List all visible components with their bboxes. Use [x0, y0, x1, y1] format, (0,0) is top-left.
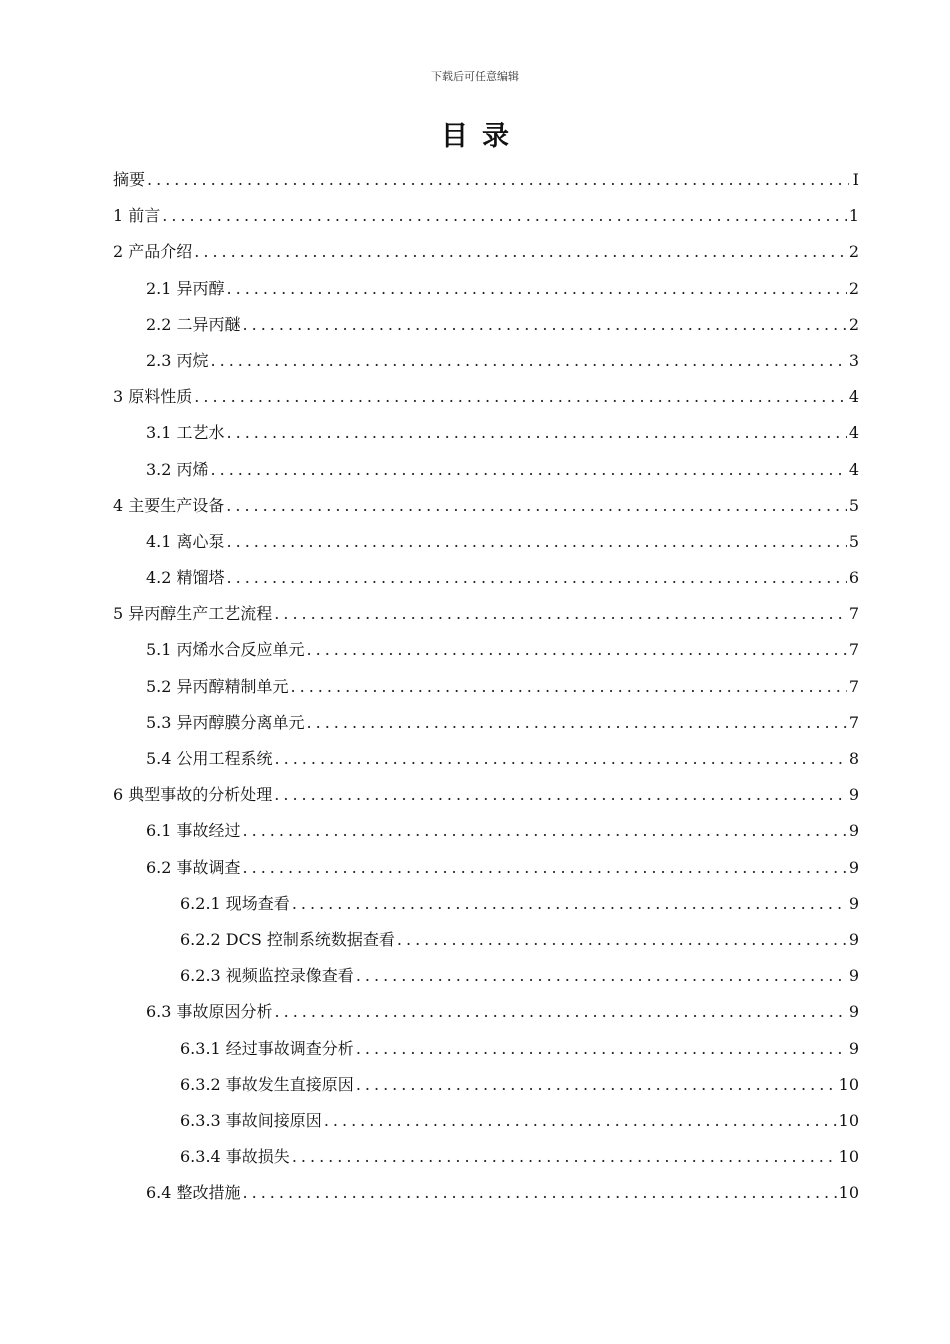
toc-entry-label: 4 主要生产设备	[113, 495, 225, 515]
toc-entry-label: 4.2 精馏塔	[146, 568, 225, 588]
toc-entry[interactable]	[113, 673, 859, 709]
toc-entry-page-number: 9	[848, 929, 859, 949]
toc-entry-label: 摘要	[113, 170, 146, 189]
toc-dot-leader	[243, 311, 847, 339]
toc-entry[interactable]	[113, 492, 859, 528]
toc-entry[interactable]	[113, 1143, 859, 1179]
toc-entry-page-number: 5	[848, 531, 859, 551]
toc-entry[interactable]	[113, 1179, 859, 1215]
toc-entry-page-number: 8	[848, 749, 859, 768]
toc-entry[interactable]	[113, 456, 859, 492]
toc-entry[interactable]	[113, 383, 859, 419]
toc-dot-leader	[227, 528, 847, 556]
toc-entry-label: 2.3 丙烷	[146, 350, 209, 370]
toc-dot-leader	[291, 673, 847, 701]
toc-entry-label: 6.3 事故原因分析	[146, 1002, 273, 1022]
toc-entry-page-number: 9	[848, 857, 859, 877]
toc-entry[interactable]	[113, 419, 859, 455]
toc-dot-leader	[243, 1179, 837, 1207]
toc-entry-page-number: 6	[848, 568, 859, 588]
toc-entry-label: 6.2 事故调查	[146, 857, 241, 877]
toc-dot-leader	[397, 926, 847, 954]
toc-entry-page-number: 9	[848, 966, 859, 986]
toc-dot-leader	[194, 383, 847, 411]
toc-entry-page-number: 7	[848, 712, 859, 732]
toc-entry-page-number: 10	[838, 1110, 859, 1130]
toc-dot-leader	[211, 347, 847, 375]
toc-entry[interactable]	[113, 781, 859, 817]
toc-dot-leader	[356, 1071, 837, 1099]
toc-dot-leader	[227, 275, 847, 303]
toc-entry-label: 6 典型事故的分析处理	[113, 785, 273, 805]
toc-entry-label: 3.2 丙烯	[146, 459, 209, 479]
toc-entry-page-number: 9	[848, 1038, 859, 1058]
toc-dot-leader	[226, 492, 847, 520]
toc-entry-label: 6.3.2 事故发生直接原因	[180, 1074, 354, 1094]
toc-dot-leader	[356, 1035, 847, 1063]
toc-entry-label: 5.4 公用工程系统	[146, 749, 273, 768]
toc-entry-label: 5.1 丙烯水合反应单元	[146, 640, 305, 660]
toc-entry-page-number: 3	[848, 350, 859, 370]
toc-dot-leader	[227, 564, 847, 592]
toc-entry-page-number: 4	[848, 459, 859, 479]
toc-entry-page-number: 9	[848, 1002, 859, 1022]
toc-entry-label: 6.2.2 DCS 控制系统数据查看	[180, 929, 395, 949]
toc-dot-leader	[162, 202, 847, 230]
toc-entry-page-number: 2	[848, 278, 859, 298]
toc-dot-leader	[194, 238, 847, 266]
toc-entry[interactable]	[113, 1071, 859, 1107]
toc-entry[interactable]	[113, 745, 859, 781]
toc-entry-page-number: 2	[848, 242, 859, 262]
toc-title: 目录	[441, 121, 523, 152]
toc-entry-page-number: 7	[848, 640, 859, 660]
toc-dot-leader	[227, 419, 847, 447]
toc-entry-page-number: 9	[848, 785, 859, 805]
toc-dot-leader	[292, 890, 847, 918]
toc-entry-label: 6.3.3 事故间接原因	[180, 1110, 322, 1130]
toc-entry-label: 5.3 异丙醇膜分离单元	[146, 712, 305, 732]
toc-entry[interactable]	[113, 311, 859, 347]
toc-entry[interactable]	[113, 817, 859, 853]
toc-entry-label: 6.4 整改措施	[146, 1183, 241, 1203]
toc-entry-label: 1 前言	[113, 206, 161, 226]
toc-entry-page-number: 9	[848, 893, 859, 913]
toc-dot-leader	[147, 166, 849, 194]
toc-entry-label: 2.2 二异丙醚	[146, 314, 241, 334]
toc-dot-leader	[307, 636, 847, 664]
toc-entry-label: 6.2.1 现场查看	[180, 893, 290, 913]
toc-entry-page-number: 10	[838, 1183, 859, 1203]
toc-dot-leader	[243, 854, 847, 882]
toc-entry[interactable]	[113, 709, 859, 745]
toc-entry-label: 3.1 工艺水	[146, 423, 225, 443]
toc-entry-page-number: I	[852, 170, 859, 189]
toc-entry-label: 4.1 离心泵	[146, 531, 225, 551]
header-note: 下载后可任意编辑	[431, 70, 519, 83]
toc-entry[interactable]	[113, 1107, 859, 1143]
toc-entry[interactable]	[113, 166, 859, 202]
toc-entry[interactable]	[113, 962, 859, 998]
toc-entry[interactable]	[113, 1035, 859, 1071]
toc-entry-page-number: 10	[838, 1074, 859, 1094]
toc-entry[interactable]	[113, 926, 859, 962]
toc-entry-label: 5 异丙醇生产工艺流程	[113, 604, 273, 624]
toc-entry-label: 6.1 事故经过	[146, 821, 241, 841]
toc-entry-page-number: 5	[848, 495, 859, 515]
toc-entry-label: 6.3.4 事故损失	[180, 1147, 290, 1167]
toc-entry-page-number: 7	[848, 676, 859, 696]
toc-dot-leader	[275, 998, 847, 1026]
toc-dot-leader	[324, 1107, 837, 1135]
toc-entry[interactable]	[113, 564, 859, 600]
toc-entry-page-number: 7	[848, 604, 859, 624]
toc-dot-leader	[307, 709, 847, 737]
toc-entry-label: 2.1 异丙醇	[146, 278, 225, 298]
toc-entry-label: 6.3.1 经过事故调查分析	[180, 1038, 354, 1058]
toc-entry-label: 6.2.3 视频监控录像查看	[180, 966, 354, 986]
toc-dot-leader	[243, 817, 847, 845]
toc-dot-leader	[274, 600, 847, 628]
toc-entry[interactable]	[113, 347, 859, 383]
toc-entry[interactable]	[113, 528, 859, 564]
toc-entry-label: 3 原料性质	[113, 387, 193, 407]
toc-dot-leader	[211, 456, 847, 484]
toc-entry[interactable]	[113, 600, 859, 636]
toc-entry[interactable]	[113, 238, 859, 274]
toc-dot-leader	[292, 1143, 837, 1171]
toc-dot-leader	[274, 781, 847, 809]
toc-entry-page-number: 10	[838, 1147, 859, 1167]
toc-entry-page-number: 2	[848, 314, 859, 334]
toc-entry[interactable]	[113, 890, 859, 926]
toc-entry[interactable]	[113, 202, 859, 238]
toc-entry[interactable]	[113, 998, 859, 1034]
toc-entry-label: 2 产品介绍	[113, 242, 193, 262]
toc-entry-page-number: 1	[848, 206, 859, 226]
toc-dot-leader	[275, 745, 847, 773]
toc-entry[interactable]	[113, 636, 859, 672]
toc-entry-page-number: 4	[848, 387, 859, 407]
toc-dot-leader	[356, 962, 847, 990]
toc-entry[interactable]	[113, 275, 859, 311]
toc-entry-page-number: 4	[848, 423, 859, 443]
toc-entry[interactable]	[113, 854, 859, 890]
table-of-contents	[113, 166, 859, 1215]
toc-entry-label: 5.2 异丙醇精制单元	[146, 676, 289, 696]
toc-entry-page-number: 9	[848, 821, 859, 841]
